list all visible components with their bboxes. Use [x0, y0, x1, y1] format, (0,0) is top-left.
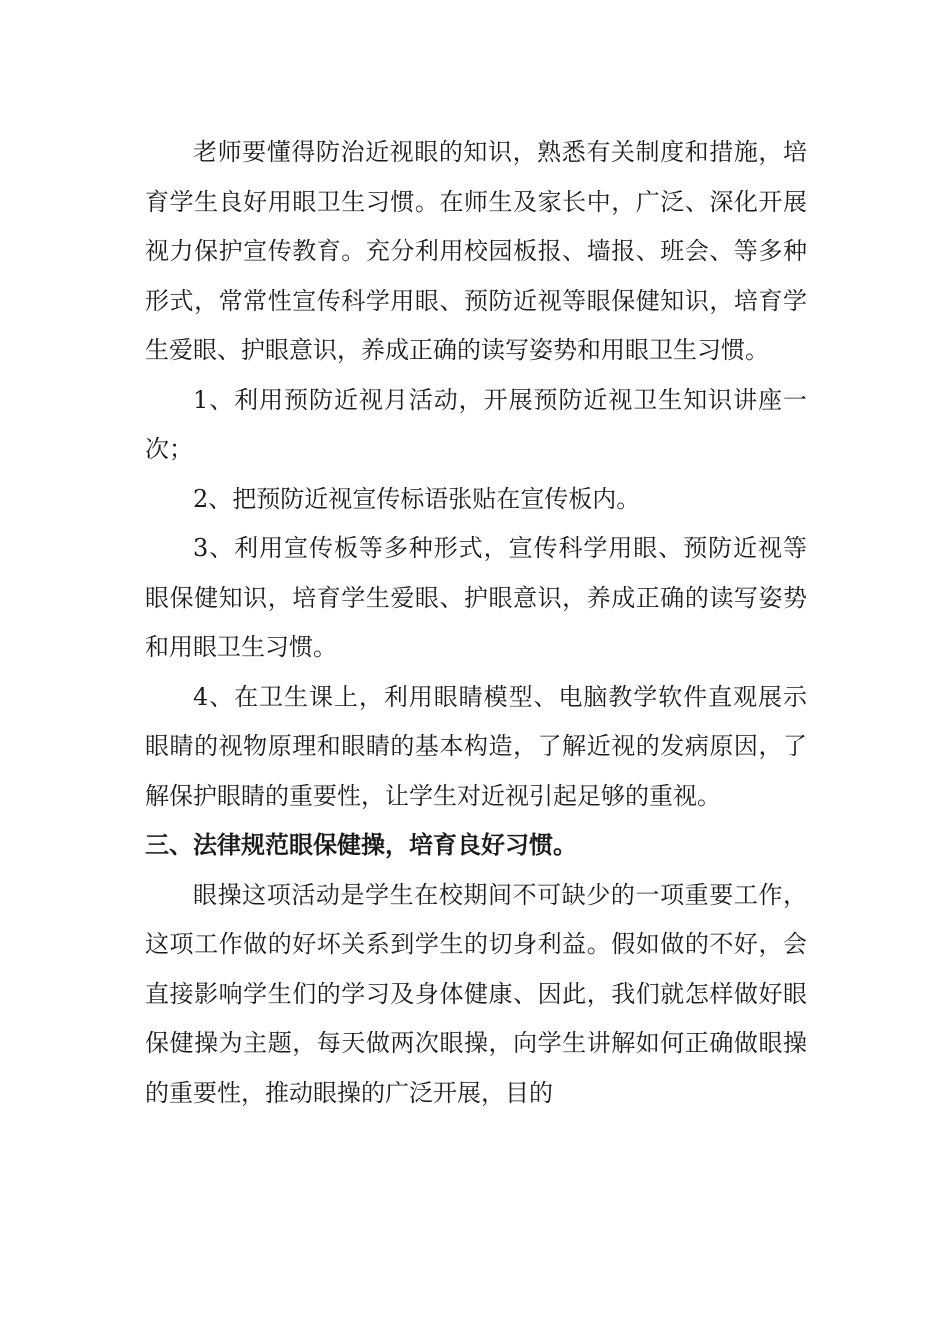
- list-item-4: 4、在卫生课上，利用眼睛模型、电脑教学软件直观展示眼睛的视物原理和眼睛的基本构造，了解近视的发病原因，了解保护眼睛的重要性，让学生对近视引起足够的重视。: [145, 682, 807, 810]
- document-body: [145, 128, 807, 1118]
- list-item-2: 2、把预防近视宣传标语张贴在宣传板内。: [193, 484, 641, 513]
- section-3-heading: 三、法律规范眼保健操，培育良好习惯。: [145, 831, 577, 859]
- list-item-1: 1、利用预防近视月活动，开展预防近视卫生知识讲座一次；: [145, 385, 807, 463]
- intro-paragraph: 老师要懂得防治近视眼的知识，熟悉有关制度和措施，培育学生良好用眼卫生习惯。在师生及家长中，广泛、深化开展视力保护宣传教育。充分利用校园板报、墙报、班会、等多种形式，常常性宣传科学用眼、预防近视等眼保健知识，培育学生爱眼、护眼意识，养成正确的读写姿势和用眼卫生习惯。: [145, 138, 807, 364]
- list-item-3: 3、利用宣传板等多种形式，宣传科学用眼、预防近视等眼保健知识，培育学生爱眼、护眼意识，养成正确的读写姿势和用眼卫生习惯。: [145, 534, 807, 661]
- eye-exercise-paragraph: 眼操这项活动是学生在校期间不可缺少的一项重要工作，这项工作做的好坏关系到学生的切身利益。假如做的不好，会直接影响学生们的学习及身体健康、因此，我们就怎样做好眼保健操为主题，每天做两次眼操，向学生讲解如何正确做眼操的重要性，推动眼操的广泛开展，目的: [145, 880, 807, 1107]
